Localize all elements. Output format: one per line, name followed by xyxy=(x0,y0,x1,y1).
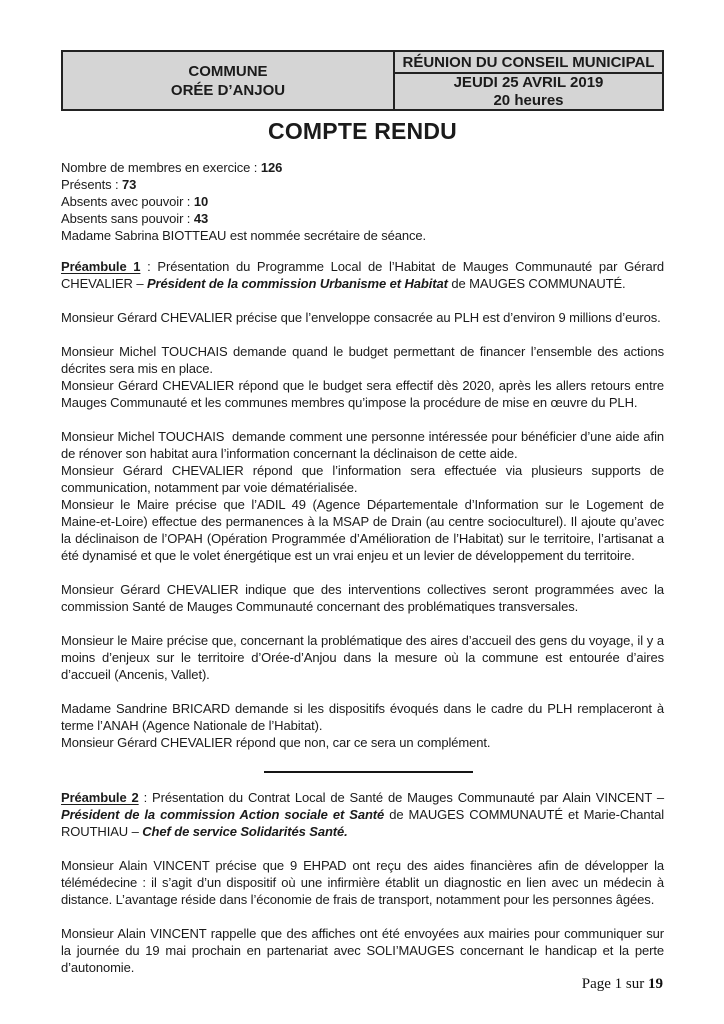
attendance-line-exercice xyxy=(61,159,664,176)
heading-role-italic: Président de la commission Urbanisme et Habitat xyxy=(146,276,448,291)
heading-text: de MAUGES COMMUNAUTÉ et Marie-Chantal ROUTHIAU – xyxy=(61,807,664,839)
page-footer xyxy=(582,976,663,993)
meeting-datetime xyxy=(395,74,662,110)
commune-cell xyxy=(63,52,395,109)
paragraph: Monsieur Gérard CHEVALIER précise que l’enveloppe consacrée au PLH est d’environ 9 millions d’euros. xyxy=(61,310,661,325)
attendance-label: Absents avec pouvoir : xyxy=(61,194,194,209)
page-number-text: Page 1 sur xyxy=(581,976,648,992)
paragraph-block xyxy=(61,925,664,976)
paragraph: Monsieur Michel TOUCHAIS demande comment une personne intéressée pour bénéficier d’une aide afin de rénover son habitat aura l’information concernant la déclinaison de cette aide. xyxy=(61,429,664,461)
heading-text: Présentation du Contrat Local de Santé de Mauges Communauté par Alain VINCENT – xyxy=(152,790,664,805)
paragraph: Monsieur Gérard CHEVALIER répond que non, car ce sera un complément. xyxy=(61,735,491,750)
paragraph-block xyxy=(61,581,664,615)
document-header-table xyxy=(61,50,664,111)
paragraph: Monsieur Alain VINCENT précise que 9 EHPAD ont reçu des aides financières afin de développer la télémédecine : il s’agit d’un dispositif où une infirmière établit un diagnostic en lien avec un médecin à distance. L’avantage réside dans l’économie de frais de transport, notamment pour les personnes âgées. xyxy=(61,858,664,907)
attendance-label: Absents sans pouvoir : xyxy=(61,211,194,226)
paragraph-block xyxy=(61,700,664,751)
attendance-line-absents-pouvoir xyxy=(61,193,664,210)
attendance-label: Nombre de membres en exercice : xyxy=(61,160,261,175)
attendance-value: 73 xyxy=(122,177,137,192)
commune-label: COMMUNE xyxy=(188,62,268,80)
attendance-block xyxy=(61,159,664,244)
attendance-value: 126 xyxy=(260,160,283,175)
paragraph: Monsieur Michel TOUCHAIS demande quand le budget permettant de financer l’ensemble des actions décrites sera mis en place. xyxy=(61,344,664,376)
paragraph: Monsieur Alain VINCENT rappelle que des affiches ont été envoyées aux mairies pour communiquer sur la journée du 19 mai prochain en partenariat avec SOLI’MAUGES concernant le handicap et la perte d’autonomie. xyxy=(61,926,664,975)
page-title: COMPTE RENDU xyxy=(268,118,457,144)
paragraph-block xyxy=(61,632,664,683)
meeting-cell xyxy=(395,52,662,109)
paragraph: Monsieur le Maire précise que, concernant la problématique des aires d’accueil des gens du voyage, il y a moins d’enjeux sur le territoire d’Orée-d’Anjou dans la mesure où la commune est entourée d’aires d’accueil (Ancenis, Vallet). xyxy=(61,633,664,682)
paragraph: Monsieur le Maire précise que l’ADIL 49 (Agence Départementale d’Information sur le Logement de Maine-et-Loire) effectue des permanences à la MSAP de Drain (au centre socioculturel). Il ajoute qu’avec la déclinaison de l’OPAH (Opération Programmée d’Amélioration de l’Habitat) sur le territoire, l’artisanat a été dynamisé et que le volet énergétique est un vrai enjeu et un levier de développement du territoire. xyxy=(61,497,664,563)
page-count: 19 xyxy=(648,976,663,992)
heading-role-italic: Président de la commission Action sociale et Santé xyxy=(61,807,385,822)
attendance-value: 43 xyxy=(193,211,209,226)
paragraph: Monsieur Gérard CHEVALIER répond que le budget sera effectif dès 2020, après les allers retours entre Mauges Communauté et les communes membres qu’impose la procédure de mise en œuvre du PLH. xyxy=(61,378,664,410)
heading-separator: : xyxy=(138,790,153,805)
secretary-line: Madame Sabrina BIOTTEAU est nommée secrétaire de séance. xyxy=(61,228,427,243)
preambule-2-label: Préambule 2 xyxy=(61,790,139,805)
meeting-time: 20 heures xyxy=(493,92,564,109)
heading-text: de MAUGES COMMUNAUTÉ. xyxy=(447,276,626,291)
heading-role-italic: Chef de service Solidarités Santé. xyxy=(142,824,348,839)
paragraph-block xyxy=(61,309,664,326)
attendance-value: 10 xyxy=(193,194,209,209)
attendance-line-presents xyxy=(61,176,664,193)
paragraph-block xyxy=(61,857,664,908)
paragraph: Madame Sandrine BRICARD demande si les dispositifs évoqués dans le cadre du PLH remplaceront à terme l’ANAH (Agence Nationale de l’Habitat). xyxy=(61,701,664,733)
preambule-1-heading xyxy=(61,258,664,292)
attendance-label: Présents : xyxy=(61,177,123,192)
attendance-line-absents-sans-pouvoir xyxy=(61,210,664,227)
heading-text: Présentation du Programme Local de l’Habitat de Mauges Communauté par Gérard CHEVALIER – xyxy=(61,259,664,291)
paragraph-block xyxy=(61,428,664,564)
preambule-1-label: Préambule 1 xyxy=(61,259,141,274)
heading-separator: : xyxy=(140,259,158,274)
paragraph: Monsieur Gérard CHEVALIER répond que l’information sera effectuée via plusieurs supports de communication, notamment par voie dématérialisée. xyxy=(61,463,664,495)
paragraph: Monsieur Gérard CHEVALIER indique que des interventions collectives seront programmées avec la commission Santé de Mauges Communauté concernant des problématiques transversales. xyxy=(61,582,664,614)
meeting-date: JEUDI 25 AVRIL 2019 xyxy=(453,74,604,91)
section-divider xyxy=(264,771,473,773)
preambule-2-heading xyxy=(61,789,664,840)
paragraph-block xyxy=(61,343,664,411)
meeting-title: RÉUNION DU CONSEIL MUNICIPAL xyxy=(395,52,662,74)
commune-name: ORÉE D’ANJOU xyxy=(170,81,286,99)
